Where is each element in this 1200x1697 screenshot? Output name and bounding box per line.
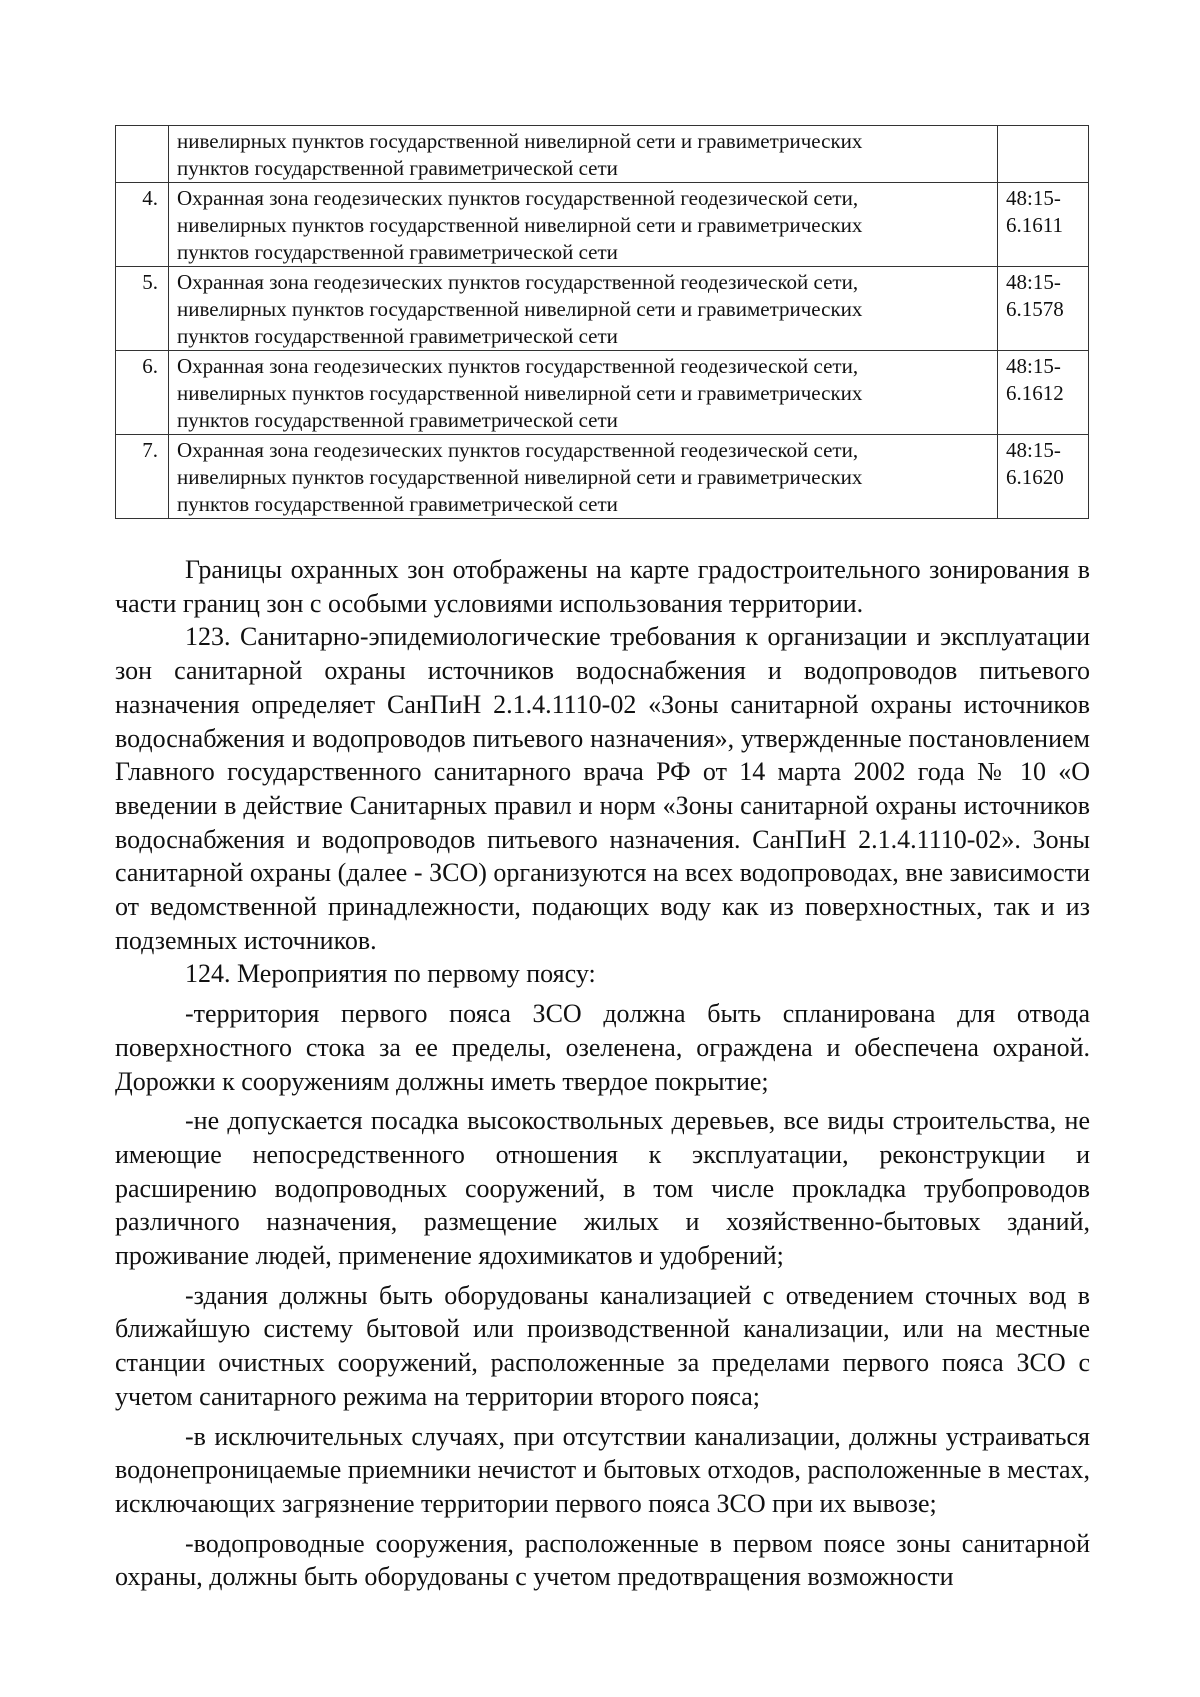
bullet-item: -водопроводные сооружения, расположенные в первом поясе зоны санитарной охраны, должны быть оборудованы с учетом предотвращения возможности xyxy=(115,1528,1090,1592)
zone-code: 48:15-6.1578 xyxy=(998,267,1089,351)
zone-name-line: Охранная зона геодезических пунктов государственной геодезической сети, xyxy=(177,186,859,210)
paragraph-124: 124. Мероприятия по первому поясу: xyxy=(185,959,596,989)
table-row xyxy=(116,126,1089,183)
zone-name-line: пунктов государственной гравиметрической сети xyxy=(177,240,618,264)
table-row xyxy=(116,267,1089,351)
zone-name-line: Охранная зона геодезических пунктов государственной геодезической сети, xyxy=(177,270,859,294)
zone-name xyxy=(169,435,998,519)
paragraph-123: 123. Санитарно-эпидемиологические требования к организации и эксплуатации зон санитарной охраны источников водоснабжения и водопроводов питьевого назначения определяет СанПиН 2.1.4.1110-02 «Зоны санитарной охраны источников водоснабжения и водопроводов питьевого назначения», утвержденные постановлением Главного государственного санитарного врача РФ от 14 марта 2002 года № 10 «О введении в действие Санитарных правил и норм «Зоны санитарной охраны источников водоснабжения и водопроводов питьевого назначения. СанПиН 2.1.4.1110-02». Зоны санитарной охраны (далее - ЗСО) организуются на всех водопроводах, вне зависимости от ведомственной принадлежности, подающих воду как из поверхностных, так и из подземных источников. xyxy=(115,622,1090,955)
zone-name xyxy=(169,183,998,267)
zone-name-line: нивелирных пунктов государственной нивелирной сети и гравиметрических xyxy=(177,465,863,489)
row-number: 7. xyxy=(116,435,169,519)
zone-name xyxy=(169,351,998,435)
zone-name-line: нивелирных пунктов государственной нивелирной сети и гравиметрических xyxy=(177,381,863,405)
zone-name-line: пунктов государственной гравиметрической сети xyxy=(177,408,618,432)
table-row xyxy=(116,183,1089,267)
bullet-item: -территория первого пояса ЗСО должна быть спланирована для отвода поверхностного стока за ее пределы, озеленена, ограждена и обеспечена охраной. Дорожки к сооружениям должны иметь твердое покрытие; xyxy=(115,999,1090,1096)
document-page xyxy=(115,125,1090,1594)
zone-name-line: нивелирных пунктов государственной нивелирной сети и гравиметрических xyxy=(177,297,863,321)
table-row xyxy=(116,351,1089,435)
zone-name-line: пунктов государственной гравиметрической сети xyxy=(177,156,618,180)
zone-name xyxy=(169,126,998,183)
row-number xyxy=(116,126,169,183)
zone-code: 48:15-6.1620 xyxy=(998,435,1089,519)
zone-code: 48:15-6.1612 xyxy=(998,351,1089,435)
zone-name-line: нивелирных пунктов государственной нивелирной сети и гравиметрических xyxy=(177,213,863,237)
body-text xyxy=(115,553,1090,1594)
bullet-item: -здания должны быть оборудованы канализацией с отведением сточных вод в ближайшую систему бытовой или производственной канализации, или на местные станции очистных сооружений, расположенные за пределами первого пояса ЗСО с учетом санитарного режима на территории второго пояса; xyxy=(115,1280,1090,1411)
row-number: 6. xyxy=(116,351,169,435)
paragraph-zone-boundaries: Границы охранных зон отображены на карте градостроительного зонирования в части границ зон с особыми условиями использования территории. xyxy=(115,555,1090,618)
table-row xyxy=(116,435,1089,519)
zone-name-line: Охранная зона геодезических пунктов государственной геодезической сети, xyxy=(177,354,859,378)
zone-name-line: пунктов государственной гравиметрической сети xyxy=(177,492,618,516)
zone-name-line: Охранная зона геодезических пунктов государственной геодезической сети, xyxy=(177,438,859,462)
zone-name xyxy=(169,267,998,351)
bullet-item: -в исключительных случаях, при отсутствии канализации, должны устраиваться водонепроницаемые приемники нечистот и бытовых отходов, расположенные в местах, исключающих загрязнение территории первого пояса ЗСО при их вывозе; xyxy=(115,1421,1090,1518)
protection-zones-table xyxy=(115,125,1089,519)
bullet-item: -не допускается посадка высокоствольных деревьев, все виды строительства, не имеющие непосредственного отношения к эксплуатации, реконструкции и расширению водопроводных сооружений, в том числе прокладка трубопроводов различного назначения, размещение жилых и хозяйственно-бытовых зданий, проживание людей, применение ядохимикатов и удобрений; xyxy=(115,1106,1090,1271)
row-number: 4. xyxy=(116,183,169,267)
zone-code xyxy=(998,126,1089,183)
zone-name-line: нивелирных пунктов государственной нивелирной сети и гравиметрических xyxy=(177,129,863,153)
zone-code: 48:15-6.1611 xyxy=(998,183,1089,267)
row-number: 5. xyxy=(116,267,169,351)
zone-name-line: пунктов государственной гравиметрической сети xyxy=(177,324,618,348)
